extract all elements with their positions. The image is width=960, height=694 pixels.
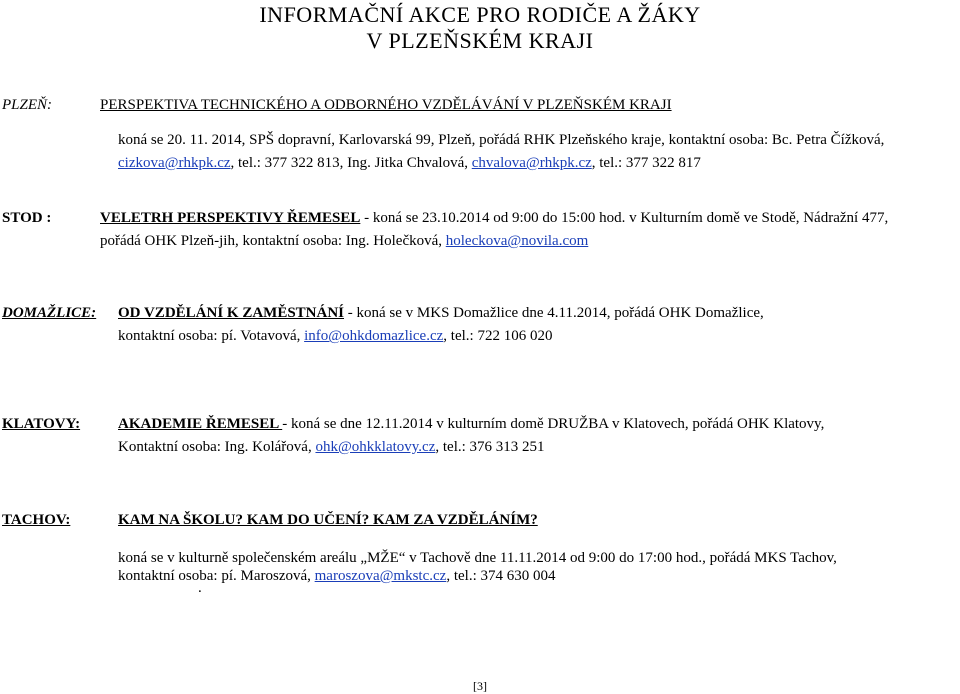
email-link-cizkova[interactable]: cizkova@rhkpk.cz [118,155,231,171]
email-link-info-ohkdomazlice[interactable]: info@ohkdomazlice.cz [304,328,444,344]
event-contact-domazlice: kontaktní osoba: pí. Votavová, info@ohkdomazlice.cz, tel.: 722 106 020 [118,328,553,344]
event-contact-stod: pořádá OHK Plzeň-jih, kontaktní osoba: Ing. Holečková, holeckova@novila.com [100,233,589,249]
event-line-stod: VELETRH PERSPEKTIVY ŘEMESEL - koná se 23.10.2014 od 9:00 do 15:00 hod. v Kulturním domě ve Stodě, Nádražní 477, [100,210,889,226]
event-line-klatovy: AKADEMIE ŘEMESEL - koná se dne 12.11.2014 v kulturním domě DRUŽBA v Klatovech, pořádá OHK Klatovy, [118,416,825,432]
event-contact-plzen: cizkova@rhkpk.cz, tel.: 377 322 813, Ing. Jitka Chvalová, chvalova@rhkpk.cz, tel.: 377 322 817 [118,155,701,171]
place-klatovy: KLATOVY: [2,416,81,432]
event-details-plzen: koná se 20. 11. 2014, SPŠ dopravní, Karlovarská 99, Plzeň, pořádá RHK Plzeňského kraje, kontaktní osoba: Bc. Petra Čížková, [118,132,885,148]
email-link-holeckova[interactable]: holeckova@novila.com [445,233,589,249]
page-title: INFORMAČNÍ AKCE PRO RODIČE A ŽÁKY [259,2,701,27]
event-title-klatovy: AKADEMIE ŘEMESEL [118,416,283,432]
event-contact-tachov: kontaktní osoba: pí. Maroszová, maroszova@mkstc.cz, tel.: 374 630 004 [118,568,556,584]
email-link-chvalova[interactable]: chvalova@rhkpk.cz [471,155,592,171]
place-plzen: PLZEŇ: [2,97,53,113]
stray-dot: . [198,580,202,596]
page-subtitle: V PLZEŇSKÉM KRAJI [366,28,594,53]
place-tachov: TACHOV: [2,512,71,528]
event-title-domazlice: OD VZDĚLÁNÍ K ZAMĚSTNÁNÍ [118,305,345,321]
email-link-ohkklatovy[interactable]: ohk@ohkklatovy.cz [315,439,436,455]
event-title-tachov: KAM NA ŠKOLU? KAM DO UČENÍ? KAM ZA VZDĚLÁNÍM? [118,512,538,528]
event-line-domazlice: OD VZDĚLÁNÍ K ZAMĚSTNÁNÍ - koná se v MKS Domažlice dne 4.11.2014, pořádá OHK Domažlice, [118,305,764,321]
event-contact-klatovy: Kontaktní osoba: Ing. Kolářová, ohk@ohkklatovy.cz, tel.: 376 313 251 [118,439,545,455]
event-title-plzen: PERSPEKTIVA TECHNICKÉHO A ODBORNÉHO VZDĚLÁVÁNÍ V PLZEŇSKÉM KRAJI [100,97,672,113]
email-link-maroszova[interactable]: maroszova@mkstc.cz [314,568,447,584]
event-details-tachov: koná se v kulturně společenském areálu „MŽE“ v Tachově dne 11.11.2014 od 9:00 do 17:00 hod., pořádá MKS Tachov, [118,550,837,566]
page-number: [3] [473,679,487,693]
place-stod: STOD : [2,210,52,226]
event-title-stod: VELETRH PERSPEKTIVY ŘEMESEL [100,210,361,226]
place-domazlice: DOMAŽLICE: [2,305,97,321]
